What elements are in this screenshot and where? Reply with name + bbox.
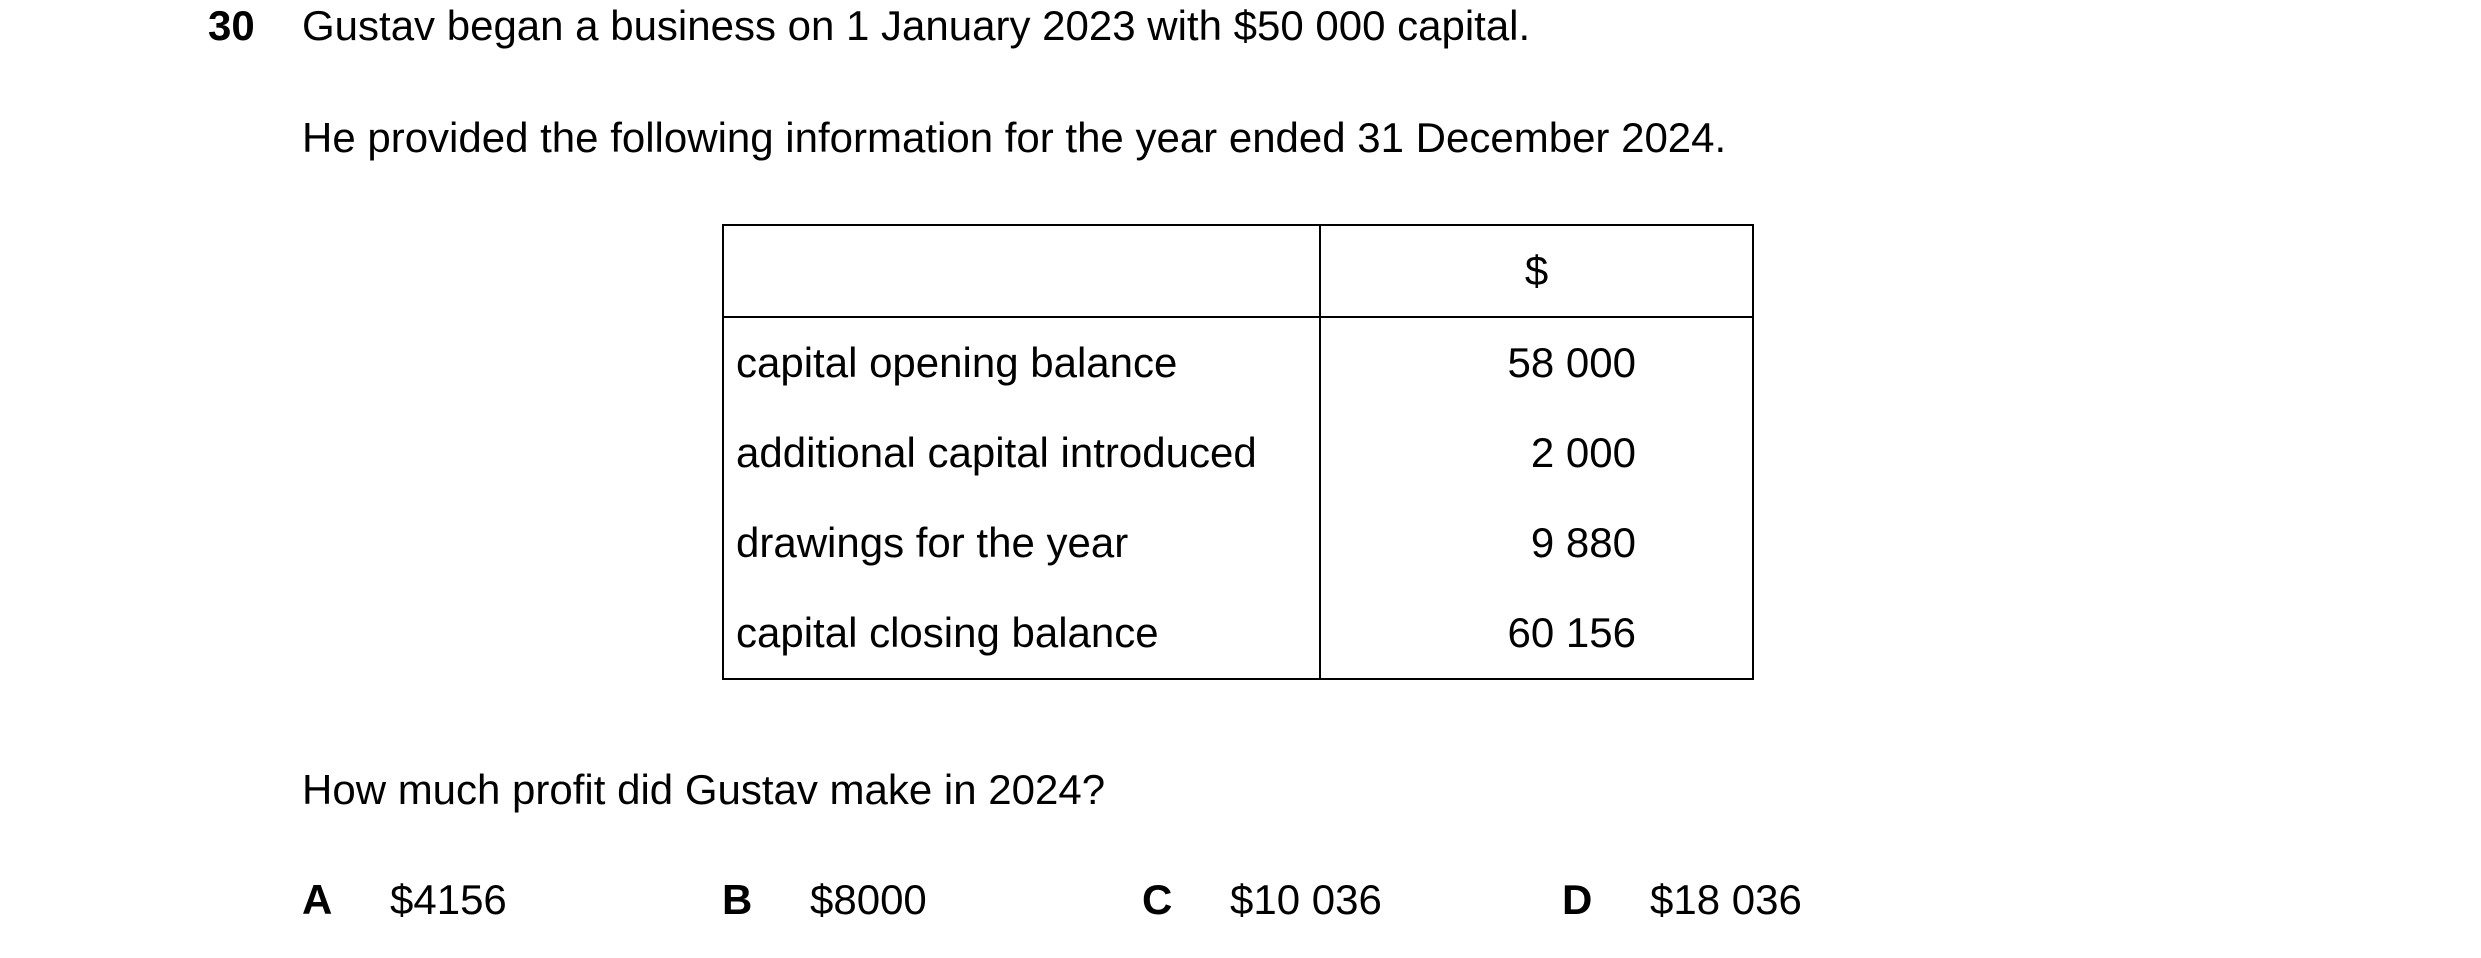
table-row — [723, 317, 1753, 408]
answer-options — [0, 874, 2481, 926]
row-value-capital-closing-balance: 60 156 — [1320, 588, 1753, 679]
row-label-capital-opening-balance: capital opening balance — [723, 317, 1320, 408]
option-letter: A — [302, 876, 333, 923]
option-letter: D — [1562, 876, 1593, 923]
row-value-additional-capital: 2 000 — [1320, 408, 1753, 498]
capital-info-table — [722, 224, 1754, 680]
question-number: 30 — [208, 2, 255, 49]
question-stem-line-1: Gustav began a business on 1 January 2023 with $50 000 capital. — [302, 2, 1531, 49]
option-d[interactable] — [1562, 874, 1802, 926]
option-text: $4156 — [390, 876, 507, 923]
option-c[interactable] — [1142, 874, 1382, 926]
option-text: $10 036 — [1230, 876, 1382, 923]
table-row — [723, 588, 1753, 679]
row-value-drawings: 9 880 — [1320, 498, 1753, 588]
table-header-currency: $ — [1320, 225, 1753, 317]
row-value-capital-opening-balance: 58 000 — [1320, 317, 1753, 408]
option-text: $8000 — [810, 876, 927, 923]
option-a[interactable] — [302, 874, 507, 926]
row-label-additional-capital: additional capital introduced — [723, 408, 1320, 498]
table-header-row — [723, 225, 1753, 317]
option-letter: B — [722, 876, 753, 923]
row-label-capital-closing-balance: capital closing balance — [723, 588, 1320, 679]
table-row — [723, 408, 1753, 498]
question-prompt: How much profit did Gustav make in 2024? — [302, 766, 1106, 813]
option-text: $18 036 — [1650, 876, 1802, 923]
row-label-drawings: drawings for the year — [723, 498, 1320, 588]
question-stem-line-2: He provided the following information for the year ended 31 December 2024. — [302, 114, 1727, 161]
table-row — [723, 498, 1753, 588]
option-b[interactable] — [722, 874, 927, 926]
option-letter: C — [1142, 876, 1173, 923]
table-header-label — [723, 225, 1320, 317]
